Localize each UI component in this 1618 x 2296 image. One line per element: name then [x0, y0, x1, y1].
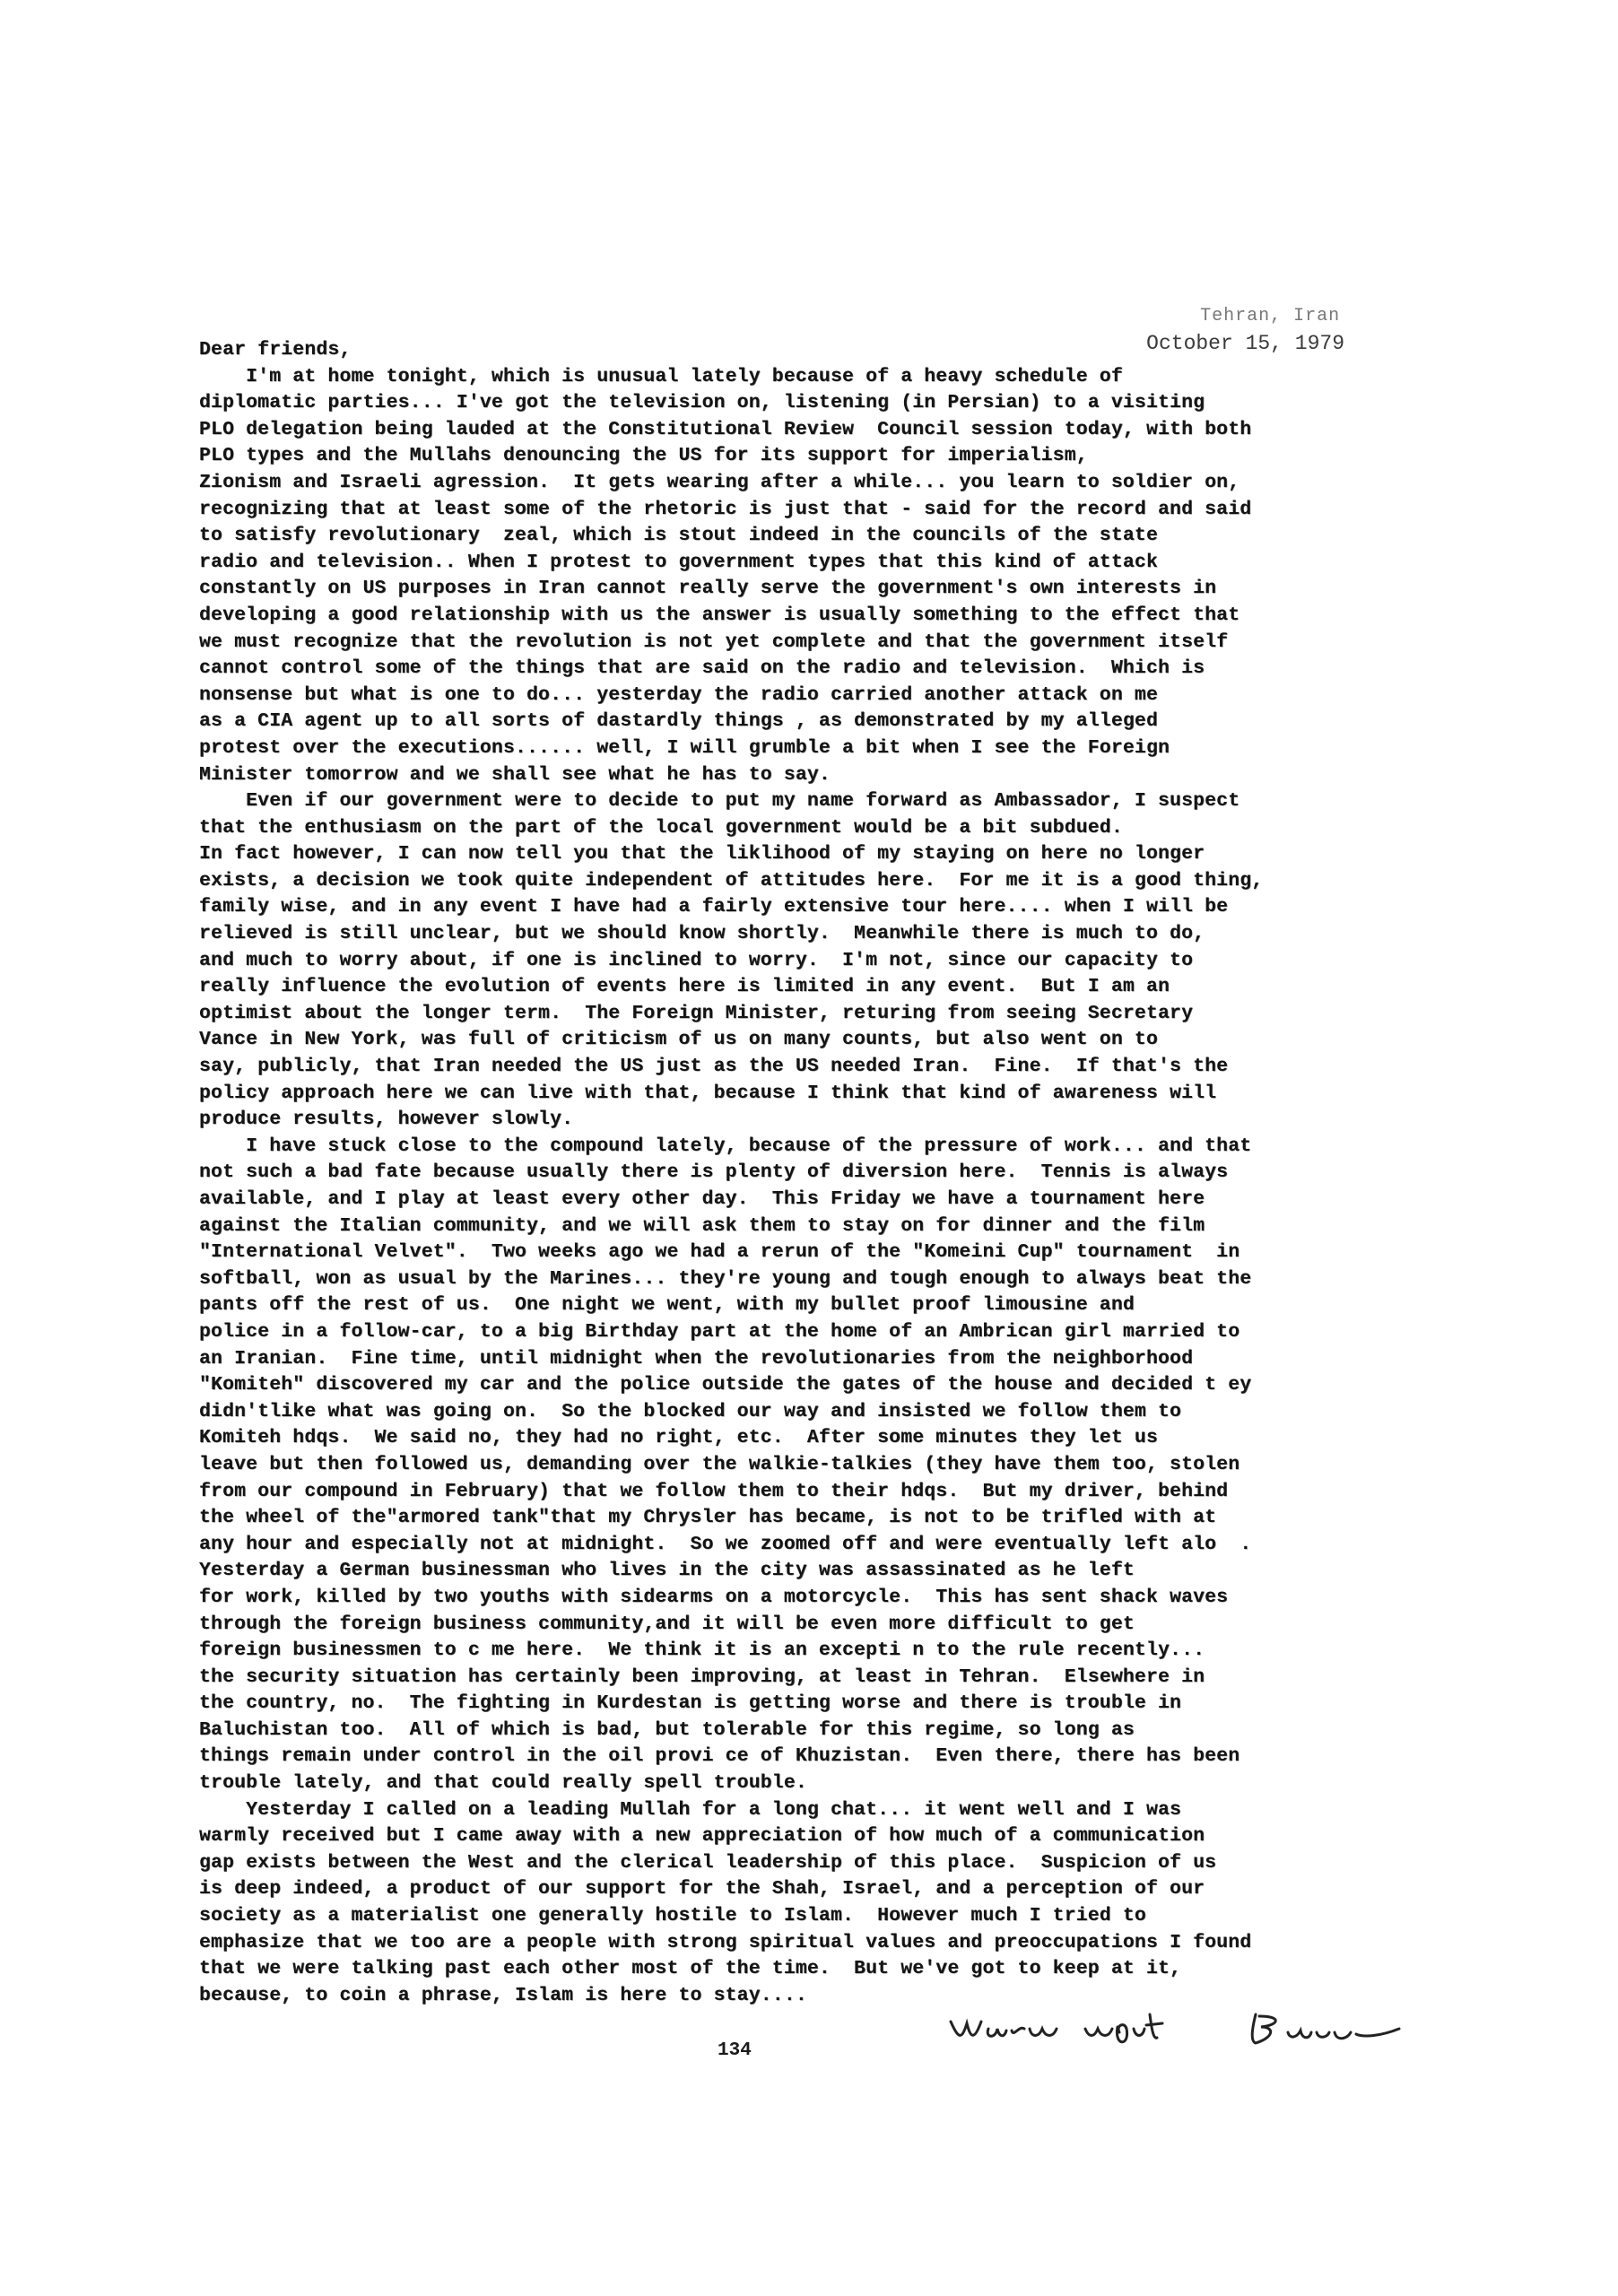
letter-place: Tehran, Iran: [1200, 306, 1341, 326]
letter-line: warmly received but I came away with a new appreciation of how much of a communication: [199, 1825, 1205, 1848]
letter-line: we must recognize that the revolution is not yet complete and that the government itself: [199, 631, 1229, 653]
letter-line: recognizing that at least some of the rhetoric is just that - said for the record and said: [199, 498, 1252, 520]
letter-line: things remain under control in the oil provi ce of Khuzistan. Even there, there has been: [199, 1745, 1240, 1768]
letter-line: that we were talking past each other most of the time. But we've got to keep at it,: [199, 1958, 1182, 1980]
letter-line: is deep indeed, a product of our support for the Shah, Israel, and a perception of our: [199, 1878, 1205, 1900]
letter-line: exists, a decision we took quite independent of attitudes here. For me it is a good thing,: [199, 869, 1264, 891]
letter-line: trouble lately, and that could really spell trouble.: [199, 1772, 807, 1795]
letter-line: Baluchistan too. All of which is bad, but tolerable for this regime, so long as: [199, 1718, 1135, 1741]
letter-line: policy approach here we can live with that, because I think that kind of awareness will: [199, 1082, 1217, 1104]
letter-date: October 15, 1979: [1146, 332, 1344, 355]
signature: [942, 2002, 1408, 2056]
letter-line: police in a follow-car, to a big Birthday part at the home of an Ambrican girl married to: [199, 1320, 1240, 1343]
letter-line: constantly on US purposes in Iran cannot really serve the government's own interests in: [199, 578, 1217, 600]
letter-line: not such a bad fate because usually there is plenty of diversion here. Tennis is always: [199, 1161, 1229, 1184]
letter-line: an Iranian. Fine time, until midnight when the revolutionaries from the neighborhood: [199, 1347, 1194, 1370]
letter-line: softball, won as usual by the Marines... they're young and tough enough to always beat the: [199, 1267, 1252, 1290]
letter-line: diplomatic parties... I've got the television on, listening (in Persian) to a visiting: [199, 392, 1205, 414]
letter-line: and much to worry about, if one is inclined to worry. I'm not, since our capacity to: [199, 949, 1194, 971]
letter-body: [199, 337, 1435, 2009]
letter-line: optimist about the longer term. The Foreign Minister, returing from seeing Secretary: [199, 1002, 1194, 1024]
letter-line: "International Velvet". Two weeks ago we had a rerun of the "Komeini Cup" tournament in: [199, 1241, 1240, 1264]
letter-line: for work, killed by two youths with sidearms on a motorcycle. This has sent shack waves: [199, 1586, 1229, 1608]
letter-line: radio and television.. When I protest to government types that this kind of attack: [199, 551, 1158, 573]
letter-line: "Komiteh" discovered my car and the police outside the gates of the house and decided t ey: [199, 1374, 1252, 1396]
letter-line: as a CIA agent up to all sorts of dastardly things , as demonstrated by my alleged: [199, 710, 1158, 733]
letter-line: any hour and especially not at midnight. So we zoomed off and were eventually left alo .: [199, 1533, 1252, 1555]
letter-line: leave but then followed us, demanding over the walkie-talkies (they have them too, stolen: [199, 1453, 1240, 1475]
letter-line: Yesterday a German businessman who lives in the city was assassinated as he left: [199, 1560, 1135, 1582]
letter-line: protest over the executions...... well, I will grumble a bit when I see the Foreign: [199, 736, 1170, 759]
letter-line: gap exists between the West and the clerical leadership of this place. Suspicion of us: [199, 1851, 1217, 1874]
letter-line: Komiteh hdqs. We said no, they had no right, etc. After some minutes they let us: [199, 1427, 1158, 1449]
letter-line: to satisfy revolutionary zeal, which is stout indeed in the councils of the state: [199, 525, 1158, 547]
letter-line: say, publicly, that Iran needed the US just as the US needed Iran. Fine. If that's the: [199, 1056, 1229, 1078]
letter-line: family wise, and in any event I have had a fairly extensive tour here.... when I will be: [199, 896, 1229, 918]
letter-line: cannot control some of the things that are said on the radio and television. Which is: [199, 657, 1205, 680]
handwritten-signature-icon: [942, 2002, 1408, 2056]
letter-line: relieved is still unclear, but we should know shortly. Meanwhile there is much to do,: [199, 923, 1205, 945]
letter-line: pants off the rest of us. One night we went, with my bullet proof limousine and: [199, 1294, 1135, 1317]
letter-line: PLO types and the Mullahs denouncing the US for its support for imperialism,: [199, 445, 1088, 467]
letter-line: PLO delegation being lauded at the Constitutional Review Council session today, with both: [199, 418, 1252, 440]
letter-line: the wheel of the"armored tank"that my Chrysler has became, is not to be trifled with at: [199, 1507, 1217, 1529]
letter-line: foreign businessmen to c me here. We think it is an excepti n to the rule recently...: [199, 1639, 1205, 1662]
letter-line: didn'tlike what was going on. So the blocked our way and insisted we follow them to: [199, 1400, 1182, 1422]
letter-line: Yesterday I called on a leading Mullah for a long chat... it went well and I was: [199, 1798, 1182, 1821]
letter-line: society as a materialist one generally hostile to Islam. However much I tried to: [199, 1905, 1146, 1927]
letter-line: Zionism and Israeli agression. It gets wearing after a while... you learn to soldier on,: [199, 471, 1240, 493]
letter-line: I have stuck close to the compound lately, because of the pressure of work... and that: [199, 1135, 1252, 1157]
letter-line: through the foreign business community,and it will be even more difficult to get: [199, 1613, 1135, 1635]
letter-line: produce results, however slowly.: [199, 1109, 574, 1131]
letter-line: nonsense but what is one to do... yesterday the radio carried another attack on me: [199, 683, 1158, 706]
letter-line: emphasize that we too are a people with strong spiritual values and preoccupations I found: [199, 1931, 1252, 1953]
letter-line: that the enthusiasm on the part of the local government would be a bit subdued.: [199, 816, 1123, 839]
letter-line: available, and I play at least every other day. This Friday we have a tournament here: [199, 1188, 1205, 1210]
letter-line: because, to coin a phrase, Islam is here to stay....: [199, 1984, 807, 2006]
letter-line: Minister tomorrow and we shall see what he has to say.: [199, 763, 831, 786]
letter-lines: [199, 364, 1435, 2010]
letter-line: really influence the evolution of events here is limited in any event. But I am an: [199, 976, 1170, 998]
letter-line: the country, no. The fighting in Kurdestan is getting worse and there is trouble in: [199, 1692, 1182, 1715]
letter-line: against the Italian community, and we will ask them to stay on for dinner and the film: [199, 1214, 1205, 1237]
letter-line: the security situation has certainly been improving, at least in Tehran. Elsewhere in: [199, 1665, 1205, 1688]
letter-line: from our compound in February) that we follow them to their hdqs. But my driver, behind: [199, 1480, 1229, 1502]
letter-line: Vance in New York, was full of criticism of us on many counts, but also went on to: [199, 1029, 1158, 1051]
page-number: 134: [718, 2040, 752, 2061]
letter-line: Even if our government were to decide to put my name forward as Ambassador, I suspect: [199, 790, 1240, 813]
letter-line: In fact however, I can now tell you that the liklihood of my staying on here no longer: [199, 843, 1205, 865]
letter-line: I'm at home tonight, which is unusual lately because of a heavy schedule of: [199, 365, 1123, 387]
salutation: Dear friends,: [199, 339, 352, 361]
letter-line: developing a good relationship with us the answer is usually something to the effect that: [199, 604, 1240, 626]
